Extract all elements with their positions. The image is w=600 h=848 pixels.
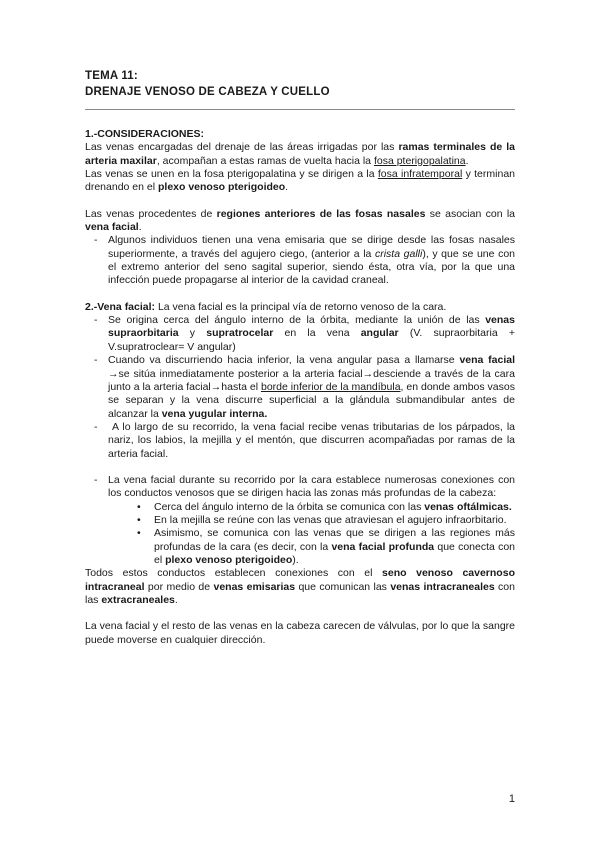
text-run: y terminan drenando en el (85, 168, 515, 194)
text-run: La vena facial y el resto de las venas en la cabeza carecen de válvulas, por lo que la sangre puede moverse en cualquier dirección. (85, 620, 515, 646)
text-run: supratrocelar (206, 327, 274, 340)
paragraph (85, 168, 515, 195)
text-run: vena facial profunda (331, 540, 435, 553)
paragraph (85, 620, 515, 647)
section-heading (85, 128, 515, 141)
bullet-marker: • (137, 500, 141, 513)
title-divider (85, 109, 515, 110)
bullet-marker: • (137, 513, 141, 526)
list-item-dash (85, 474, 515, 501)
list-item-bullet (85, 501, 515, 514)
document-body (85, 128, 515, 647)
text-run: Las venas se unen en la fosa pterigopalatina y se dirigen a la (85, 168, 378, 181)
list-item-dash (85, 421, 515, 461)
text-run: Cuando va discurriendo hacia inferior, la vena angular pasa a llamarse (108, 354, 460, 367)
text-run: venas oftálmicas. (424, 500, 512, 513)
text-run: que comunican las (295, 580, 391, 593)
list-item-bullet (85, 514, 515, 527)
text-run: (V. supraorbitaria + V.supratroclear= V angular) (108, 327, 515, 353)
dash-marker: - (94, 354, 98, 367)
page-number: 1 (508, 793, 515, 805)
text-run: Cerca del ángulo interno de la órbita se comunica con las (154, 500, 425, 513)
text-run: . (138, 221, 142, 234)
title-line-1: TEMA 11: (85, 70, 138, 82)
text-run: Se origina cerca del ángulo interno de la órbita, mediante la unión de las (108, 314, 486, 327)
text-run: angular (360, 327, 399, 340)
dash-marker: - (94, 420, 98, 433)
list-item-dash (85, 234, 515, 287)
text-run: venas intracraneales (390, 580, 495, 593)
text-run: ), y que se une con el extremo anterior del seno sagital superior, siendo ésta, otra vía, por la que una infección puede propagarse al interior de la cavidad craneal. (108, 247, 516, 287)
text-run: , en donde ambos vasos se separan y la vena discurre superficial a la glándula submandibular antes de alcanzar la (108, 380, 515, 420)
text-run: crista galli (374, 247, 423, 260)
text-run: en la vena (273, 327, 361, 340)
list-item-dash (85, 314, 515, 354)
text-run: . (285, 181, 289, 194)
dash-marker: - (94, 234, 98, 247)
text-run: venas emisarias (213, 580, 296, 593)
text-run: →se sitúa inmediatamente posterior a la arteria facial→desciende a través de la cara junto a la arteria facial→hasta el (108, 367, 515, 393)
text-run: Todos estos conductos establecen conexiones con el (85, 567, 383, 580)
text-run: A lo largo de su recorrido, la vena facial recibe venas tributarias de los párpados, la nariz, los labios, la mejilla y el mentón, que discurren acompañadas por ramas de la arteria facial. (108, 420, 515, 460)
text-run: Las venas procedentes de (85, 207, 217, 220)
text-run: ramas terminales de la arteria maxilar (85, 141, 516, 167)
text-run: plexo venoso pterigoideo (157, 181, 286, 194)
paragraph (85, 208, 515, 235)
bullet-marker: • (137, 527, 141, 540)
paragraph (85, 567, 515, 607)
text-run: plexo venoso pterigoideo (165, 553, 293, 566)
text-run: fosa infratemporal (377, 168, 463, 181)
text-run: seno venoso cavernoso intracraneal (85, 567, 515, 593)
text-run: En la mejilla se reúne con las venas que atraviesan el agujero infraorbitario. (154, 513, 507, 526)
dash-marker: - (94, 473, 98, 486)
text-run: fosa pterigopalatina (373, 154, 466, 167)
text-run: vena yugular interna. (161, 407, 268, 420)
text-run: y (178, 327, 207, 340)
text-run: 1.-CONSIDERACIONES: (85, 128, 205, 140)
text-run: con las (85, 580, 515, 606)
document-title (85, 68, 515, 100)
dash-marker: - (94, 314, 98, 327)
paragraph (85, 141, 515, 168)
text-run: vena facial (459, 354, 515, 367)
paragraph (85, 301, 515, 314)
text-run: , acompañan a estas ramas de vuelta hacia la (156, 154, 374, 167)
text-run: ). (292, 553, 299, 566)
text-run: Asimismo, se comunica con las venas que se dirigen a las regiones más profundas de la cara (es decir, con la (154, 527, 515, 553)
text-run: que conecta con el (154, 540, 515, 566)
text-run: venas supraorbitaria (108, 314, 515, 340)
text-run: vena facial (85, 221, 139, 234)
title-line-2: DRENAJE VENOSO DE CABEZA Y CUELLO (85, 86, 330, 98)
text-run: por medio de (144, 580, 214, 593)
text-run: borde inferior de la mandíbula (260, 380, 401, 393)
text-run: Algunos individuos tienen una vena emisaria que se dirige desde las fosas nasales superiormente, a través del agujero ciego, (anterior a la (108, 234, 515, 260)
text-run: Las venas encargadas del drenaje de las áreas irrigadas por las (85, 141, 399, 154)
page-content (85, 68, 515, 647)
text-run: . (174, 594, 178, 606)
text-run: se asocian con la (425, 207, 515, 220)
text-run: regiones anteriores de las fosas nasales (216, 207, 426, 220)
list-item-bullet (85, 527, 515, 567)
text-run: extracraneales (101, 594, 175, 606)
text-run: 2.-Vena facial: (85, 300, 156, 313)
text-run: . (465, 154, 469, 167)
text-run: La vena facial durante su recorrido por la cara establece numerosas conexiones con los conductos venosos que se dirigen hacia las zonas más profundas de la cabeza: (108, 473, 515, 500)
list-item-dash (85, 354, 515, 421)
text-run: La vena facial es la principal vía de retorno venoso de la cara. (155, 300, 447, 313)
